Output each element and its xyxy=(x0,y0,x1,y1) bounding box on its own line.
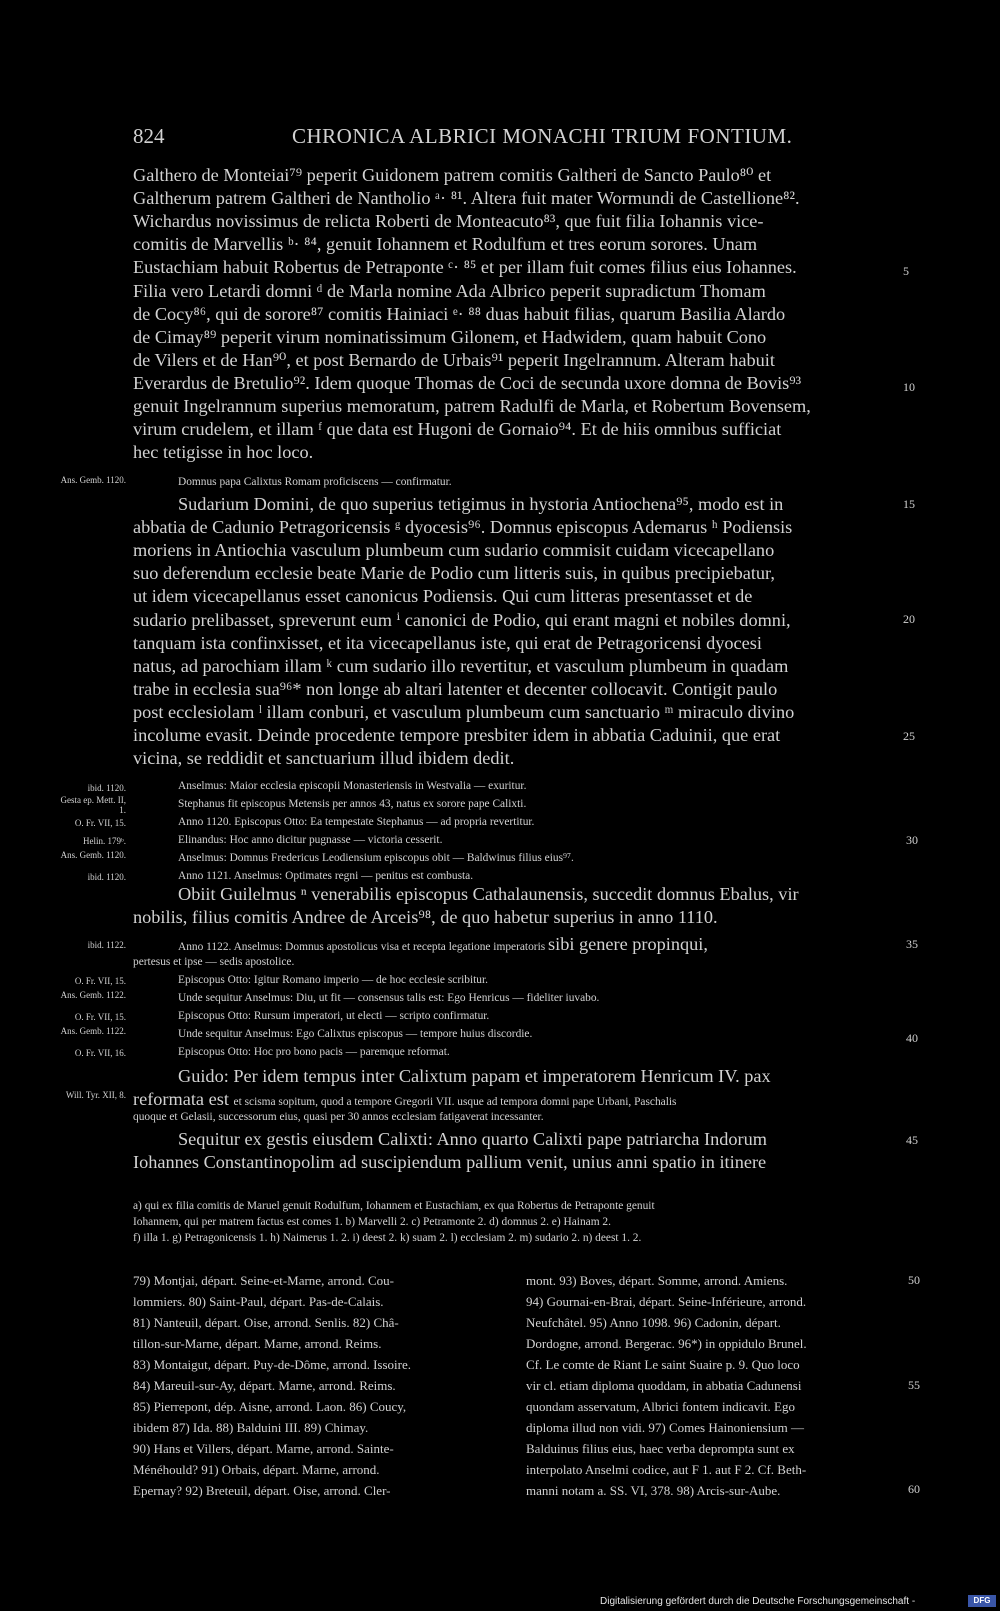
line-number: 10 xyxy=(903,380,915,394)
footnote-line: vir cl. etiam diploma quoddam, in abbatia Cadunensi xyxy=(526,1378,802,1393)
line-number: 45 xyxy=(906,1133,918,1147)
running-title: CHRONICA ALBRICI MONACHI TRIUM FONTIUM. xyxy=(292,124,793,148)
chronicle-note xyxy=(178,934,708,954)
footnote-line: Dordogne, arrond. Bergerac. 96*) in oppidulo Brunel. xyxy=(526,1336,807,1351)
text-line: de Cimay⁸⁹ peperit virum nominatissimum Gilonem, et Hadwidem, quam habuit Cono xyxy=(133,327,767,347)
chronicle-note: Episcopus Otto: Hoc pro bono pacis — paremque reformat. xyxy=(178,1046,450,1058)
text-line: tanquam ista confinxisset, et ita vicecapellanus iste, qui erat de Petragoricensi dyocesi xyxy=(133,633,762,653)
text-line: Everardus de Bretulio⁹². Idem quoque Thomas de Coci de secunda uxore domna de Bovis⁹³ xyxy=(133,373,802,393)
margin-note: ibid. 1122. xyxy=(87,940,126,950)
dfg-logo: DFG xyxy=(968,1595,996,1607)
text-line: genuit Ingelrannum superius memoratum, patrem Radulfi de Marla, et Robertum Bovensem, xyxy=(133,396,811,416)
line-number: 25 xyxy=(903,729,915,743)
text-line: hec tetigisse in hoc loco. xyxy=(133,442,314,462)
footnote-line: Neufchâtel. 95) Anno 1098. 96) Cadonin, départ. xyxy=(526,1315,781,1330)
margin-note: O. Fr. VII, 15. xyxy=(74,818,126,828)
footnote-line: 79) Montjai, départ. Seine-et-Marne, arrond. Cou- xyxy=(133,1273,395,1288)
margin-note: ibid. 1120. xyxy=(87,783,126,793)
text-line: Obiit Guilelmus ⁿ venerabilis episcopus Cathalaunensis, succedit domnus Ebalus, vir xyxy=(178,884,799,904)
footnote-line: mont. 93) Boves, départ. Somme, arrond. Amiens. xyxy=(526,1273,788,1288)
text-run-small: et scisma sopitum, quod a tempore Gregorii VII. usque ad tempora domni pape Urbani, Paschalis xyxy=(233,1096,677,1108)
footnote-line: diploma illud non vidi. 97) Comes Hainoniensium — xyxy=(526,1420,805,1435)
text-line: suo deferendum ecclesie beate Marie de Podio cum litteris suis, in quibus precipiebatur, xyxy=(133,563,775,583)
text-line: Iohannes Constantinopolim ad suscipiendum pallium venit, unius anni spatio in itinere xyxy=(133,1152,767,1172)
chronicle-note: Unde sequitur Anselmus: Diu, ut fit — consensus talis est: Ego Henricus — fideliter iuvabo. xyxy=(178,992,600,1004)
footnote-line: ibidem 87) Ida. 88) Balduini III. 89) Chimay. xyxy=(133,1420,369,1435)
chronicle-note: Anselmus: Maior ecclesia episcopii Monasteriensis in Westvalia — exuritur. xyxy=(178,780,527,792)
footnote-line: 84) Mareuil-sur-Ay, départ. Marne, arrond. Reims. xyxy=(133,1378,396,1393)
text-line: post ecclesiolam ˡ illam conburi, et vasculum plumbeum cum sanctuario ᵐ miraculo divino xyxy=(133,702,795,722)
margin-note: Gesta ep. Mett. II, 1. xyxy=(60,795,126,815)
chronicle-note: Anno 1121. Anselmus: Optimates regni — penitus est combusta. xyxy=(178,870,474,882)
footnote-line: 83) Montaigut, départ. Puy-de-Dôme, arrond. Issoire. xyxy=(133,1357,411,1372)
margin-note: Will. Tyr. XII, 8. xyxy=(65,1090,126,1100)
apparatus-line: f) illa 1. g) Petragonicensis 1. h) Naimerus 1. 2. i) deest 2. k) suam 2. l) ecclesiam 2. m) sudario 2. n) deest 1. 2. xyxy=(133,1232,642,1244)
chronicle-note: pertesus et ipse — sedis apostolice. xyxy=(133,956,295,968)
chronicle-note: Domnus papa Calixtus Romam proficiscens — confirmatur. xyxy=(178,476,452,488)
footnote-line: 81) Nanteuil, départ. Oise, arrond. Senlis. 82) Châ- xyxy=(133,1315,399,1330)
text-line: Galtherum patrem Galtheri de Nantholio ᵃ· ⁸¹. Altera fuit mater Wormundi de Castellione⁸². xyxy=(133,188,800,208)
margin-note: Ans. Gemb. 1120. xyxy=(60,850,126,860)
footnote-line: 85) Pierrepont, dép. Aisne, arrond. Laon. 86) Coucy, xyxy=(133,1399,407,1414)
footnote-line: manni notam a. SS. VI, 378. 98) Arcis-sur-Aube. xyxy=(526,1483,781,1498)
text-line: Eustachiam habuit Robertus de Petraponte ᶜ· ⁸⁵ et per illam fuit comes filius eius Iohannes. xyxy=(133,257,797,277)
footnote-line: interpolato Anselmi codice, aut F 1. aut F 2. Cf. Beth- xyxy=(526,1462,807,1477)
line-number: 30 xyxy=(906,833,918,847)
margin-note: O. Fr. VII, 16. xyxy=(74,1048,126,1058)
apparatus-line: Iohannem, qui per matrem factus est comes 1. b) Marvelli 2. c) Petramonte 2. d) domnus 2. e) Hainam 2. xyxy=(133,1216,611,1228)
text-line: trabe in ecclesia sua⁹⁶* non longe ab altari latenter et decenter collocavit. Contigit paulo xyxy=(133,679,778,699)
text-line: virum crudelem, et illam ᶠ que data est Hugoni de Gornaio⁹⁴. Et de hiis omnibus sufficiat xyxy=(133,419,782,439)
margin-note: O. Fr. VII, 15. xyxy=(74,1012,126,1022)
text-run: reformata est xyxy=(133,1089,229,1109)
line-number: 50 xyxy=(908,1273,920,1287)
page-number: 824 xyxy=(133,124,165,148)
line-number: 35 xyxy=(906,937,918,951)
line-number: 60 xyxy=(908,1482,920,1496)
text-line: de Cocy⁸⁶, qui de sorore⁸⁷ comitis Hainiaci ᵉ· ⁸⁸ duas habuit filias, quarum Basilia Alardo xyxy=(133,304,786,324)
digitization-credit: Digitalisierung gefördert durch die Deutsche Forschungsgemeinschaft - xyxy=(600,1596,916,1607)
chronicle-note: Episcopus Otto: Igitur Romano imperio — de hoc ecclesie scribitur. xyxy=(178,974,489,986)
footnote-line: 90) Hans et Villers, départ. Marne, arrond. Sainte- xyxy=(133,1441,394,1456)
text-line: ut idem vicecapellanus esset canonicus Podiensis. Qui cum litteras presentasset et de xyxy=(133,586,753,606)
text-line: Sequitur ex gestis eiusdem Calixti: Anno quarto Calixti pape patriarcha Indorum xyxy=(178,1129,767,1149)
text-line: Guido: Per idem tempus inter Calixtum papam et imperatorem Henricum IV. pax xyxy=(178,1066,771,1086)
footnote-line: Cf. Le comte de Riant Le saint Suaire p. 9. Quo loco xyxy=(526,1357,800,1372)
line-number: 5 xyxy=(903,264,909,278)
text-line: vicina, se reddidit et sanctuarium illud ibidem dedit. xyxy=(133,748,515,768)
text-line: Galthero de Monteiai⁷⁹ peperit Guidonem patrem comitis Galtheri de Sancto Paulo⁸⁰ et xyxy=(133,165,772,185)
margin-note: ibid. 1120. xyxy=(87,872,126,882)
text-line: Wichardus novissimus de relicta Roberti de Monteacuto⁸³, que fuit filia Iohannis vice- xyxy=(133,211,764,231)
footnote-line: quondam asservatum, Albrici fontem indicavit. Ego xyxy=(526,1399,795,1414)
text-line: abbatia de Cadunio Petragoricensis ᵍ dyocesis⁹⁶. Domnus episcopus Ademarus ʰ Podiensis xyxy=(133,517,793,537)
chronicle-note: Elinandus: Hoc anno dicitur pugnasse — victoria cesserit. xyxy=(178,834,443,846)
chronicle-note: Anselmus: Domnus Fredericus Leodiensium episcopus obit — Baldwinus filius eius⁹⁷. xyxy=(178,852,574,864)
text-line: comitis de Marvellis ᵇ· ⁸⁴, genuit Iohannem et Rodulfum et tres eorum sorores. Unam xyxy=(133,234,758,254)
footnote-line: 94) Gournai-en-Brai, départ. Seine-Inférieure, arrond. xyxy=(526,1294,807,1309)
text-line: natus, ad parochiam illam ᵏ cum sudario illo revertitur, et vasculum plumbeum in quadam xyxy=(133,656,789,676)
line-number: 20 xyxy=(903,612,915,626)
footnote-line: Epernay? 92) Breteuil, départ. Oise, arrond. Cler- xyxy=(133,1483,391,1498)
chronicle-note: quoque et Gelasii, successorum eius, quasi per 30 annos ecclesiam fatigaverat incessanter. xyxy=(133,1111,544,1123)
chronicle-note: Stephanus fit episcopus Metensis per annos 43, natus ex sorore pape Calixti. xyxy=(178,798,527,810)
footnote-line: Ménéhould? 91) Orbais, départ. Marne, arrond. xyxy=(133,1462,380,1477)
text-line: nobilis, filius comitis Andree de Arceis⁹⁸, de quo habetur superius in anno 1110. xyxy=(133,907,718,927)
margin-note: Helin. 179ᵇ. xyxy=(82,836,126,846)
line-number: 15 xyxy=(903,497,915,511)
text-line: Filia vero Letardi domni ᵈ de Marla nomine Ada Albrico peperit supradictum Thomam xyxy=(133,281,766,301)
footnote-line: tillon-sur-Marne, départ. Marne, arrond. Reims. xyxy=(133,1336,382,1351)
chronicle-note: Unde sequitur Anselmus: Ego Calixtus episcopus — tempore huius discordie. xyxy=(178,1028,533,1040)
line-number: 40 xyxy=(906,1031,918,1045)
chronicle-note: Anno 1120. Episcopus Otto: Ea tempestate Stephanus — ad propria revertitur. xyxy=(178,816,535,828)
chronicle-note: Episcopus Otto: Rursum imperatori, ut electi — scripto confirmatur. xyxy=(178,1010,490,1022)
margin-note: Ans. Gemb. 1122. xyxy=(60,990,126,1000)
line-number: 55 xyxy=(908,1378,920,1392)
margin-note: O. Fr. VII, 15. xyxy=(74,976,126,986)
footnote-line: lommiers. 80) Saint-Paul, départ. Pas-de-Calais. xyxy=(133,1294,384,1309)
note-text-emphasis: sibi genere propinqui, xyxy=(548,934,708,954)
text-line: moriens in Antiochia vasculum plumbeum cum sudario commisit cuidam vicecapellano xyxy=(133,540,775,560)
text-line: incolume evasit. Deinde procedente tempore presbiter idem in abbatia Caduinii, que erat xyxy=(133,725,781,745)
text-line: sudario prelibasset, spreverunt eum ⁱ canonici de Podio, qui erant magni et nobiles domni, xyxy=(133,610,791,630)
note-text: Anno 1122. Anselmus: Domnus apostolicus visa et recepta legatione imperatoris xyxy=(178,941,546,953)
margin-note: Ans. Gemb. 1122. xyxy=(60,1026,126,1036)
footnote-line: Balduinus filius eius, haec verba deprompta sunt ex xyxy=(526,1441,795,1456)
margin-note: Ans. Gemb. 1120. xyxy=(60,475,126,485)
text-line: de Vilers et de Han⁹⁰, et post Bernardo de Urbais⁹¹ peperit Ingelrannum. Alteram habuit xyxy=(133,350,775,370)
text-line: Sudarium Domini, de quo superius tetigimus in hystoria Antiochena⁹⁵, modo est in xyxy=(178,494,784,514)
apparatus-line: a) qui ex filia comitis de Maruel genuit Rodulfum, Iohannem et Eustachiam, ex qua Robertus de Petraponte genuit xyxy=(133,1200,655,1212)
